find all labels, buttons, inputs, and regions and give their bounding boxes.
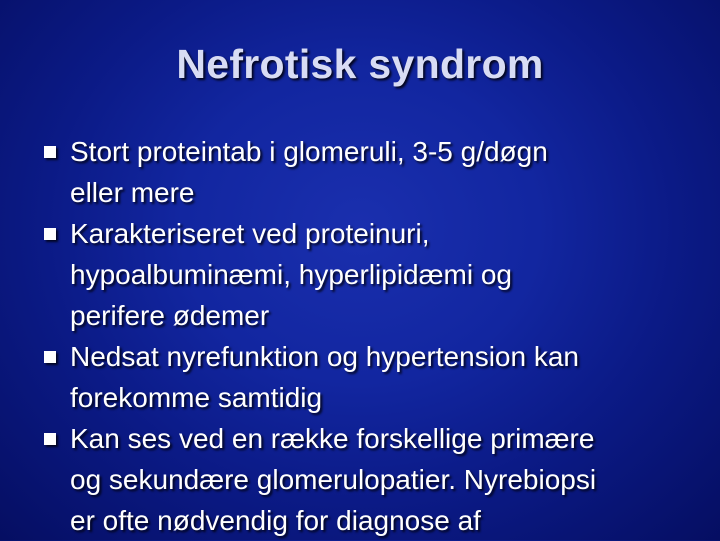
- bullet-line: og sekundære glomerulopatier. Nyrebiopsi: [70, 464, 597, 495]
- bullet-item: [44, 213, 704, 336]
- bullet-line: forekomme samtidig: [70, 382, 323, 413]
- bullet-line: hypoalbuminæmi, hyperlipidæmi og: [70, 259, 512, 290]
- bullet-list: [44, 131, 704, 541]
- slide-title: Nefrotisk syndrom: [176, 41, 544, 87]
- bullet-line: Stort proteintab i glomeruli, 3-5 g/døgn: [70, 136, 548, 167]
- bullet-line: eller mere: [70, 177, 195, 208]
- bullet-line: Karakteriseret ved proteinuri,: [70, 218, 430, 249]
- bullet-item: [44, 418, 704, 541]
- bullet-line: Nedsat nyrefunktion og hypertension kan: [70, 341, 579, 372]
- bullet-line: er ofte nødvendig for diagnose af: [70, 505, 481, 536]
- square-bullet-icon: [44, 351, 56, 363]
- square-bullet-icon: [44, 146, 56, 158]
- square-bullet-icon: [44, 228, 56, 240]
- bullet-item: [44, 336, 704, 418]
- bullet-item: [44, 131, 704, 213]
- square-bullet-icon: [44, 433, 56, 445]
- bullet-line: perifere ødemer: [70, 300, 270, 331]
- bullet-line: Kan ses ved en række forskellige primære: [70, 423, 595, 454]
